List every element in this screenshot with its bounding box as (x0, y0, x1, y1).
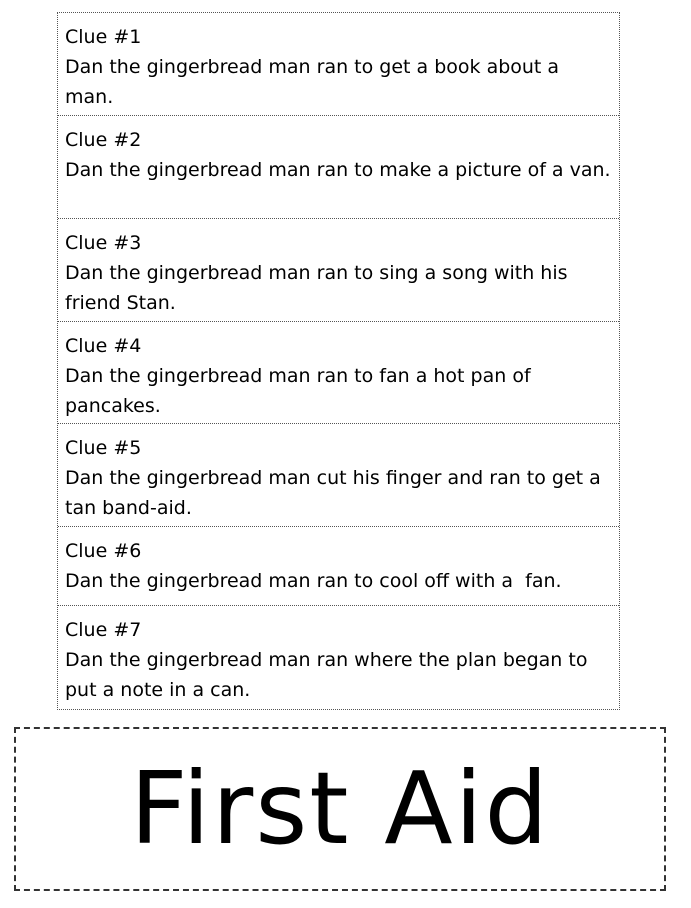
clue-title: Clue #1 (65, 26, 142, 48)
clue-text: Dan the gingerbread man ran to cool off with a fan. (65, 570, 562, 593)
clue-text: Dan the gingerbread man cut his finger and ran to get a tan band-aid. (65, 467, 601, 520)
clue-text: Dan the gingerbread man ran where the plan began to put a note in a can. (65, 649, 588, 702)
first-aid-label-box (14, 727, 666, 891)
clue-row-2 (58, 116, 619, 219)
clue-table (57, 12, 620, 710)
clue-title: Clue #6 (65, 540, 142, 563)
clue-text: Dan the gingerbread man ran to get a book about a man. (65, 56, 560, 108)
clue-text: Dan the gingerbread man ran to make a picture of a van. (65, 158, 611, 181)
clue-title: Clue #3 (65, 231, 142, 254)
clue-text: Dan the gingerbread man ran to fan a hot pan of pancakes. (65, 364, 531, 417)
clue-row-4 (58, 322, 619, 425)
clue-row-7 (58, 606, 619, 709)
clue-title: Clue #4 (65, 334, 142, 357)
first-aid-label: First Aid (130, 750, 550, 867)
clue-title: Clue #5 (65, 437, 142, 460)
clue-row-5 (58, 424, 619, 527)
clue-text: Dan the gingerbread man ran to sing a song with his friend Stan. (65, 261, 568, 314)
clue-row-3 (58, 219, 619, 322)
clue-title: Clue #2 (65, 128, 142, 151)
clue-row-1 (58, 13, 619, 116)
clue-title: Clue #7 (65, 619, 142, 642)
clue-row-6 (58, 527, 619, 606)
